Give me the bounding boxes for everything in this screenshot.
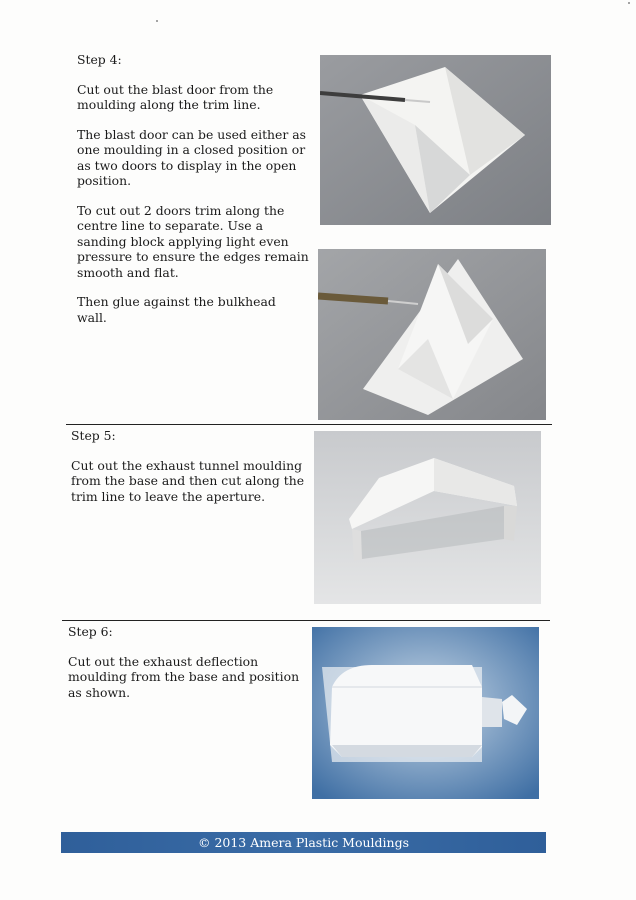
copyright-footer-bar (61, 832, 546, 853)
step-6-paragraph-1: Cut out the exhaust deflection moulding from the base and position as shown. (68, 653, 300, 700)
exhaust-deflection-photo (312, 627, 539, 799)
step-4-section (77, 52, 309, 339)
divider-rule (66, 424, 552, 425)
step-5-section (71, 428, 307, 518)
copyright-text: © 2013 Amera Plastic Mouldings (197, 835, 410, 850)
divider-rule (62, 620, 550, 621)
step-4-paragraph-4: Then glue against the bulkhead wall. (77, 294, 276, 325)
scan-speck (156, 20, 158, 22)
step-6-section (68, 624, 306, 714)
step-5-title: Step 5: (71, 428, 116, 443)
step-4-paragraph-2: The blast door can be used either as one moulding in a closed position or as two doors to display in the open position. (77, 126, 306, 188)
scan-speck (628, 2, 630, 4)
step-6-title: Step 6: (68, 624, 113, 639)
step-4-title: Step 4: (77, 52, 122, 67)
exhaust-tunnel-photo (314, 431, 541, 604)
blast-door-photo-1 (320, 55, 551, 225)
step-5-paragraph-1: Cut out the exhaust tunnel moulding from the base and then cut along the trim line to leave the aperture. (71, 457, 305, 504)
blast-door-photo-2 (318, 249, 546, 420)
step-4-paragraph-1: Cut out the blast door from the moulding along the trim line. (77, 81, 274, 112)
step-4-paragraph-3: To cut out 2 doors trim along the centre line to separate. Use a sanding block applying light even pressure to ensure the edges remain smooth and flat. (77, 202, 309, 280)
